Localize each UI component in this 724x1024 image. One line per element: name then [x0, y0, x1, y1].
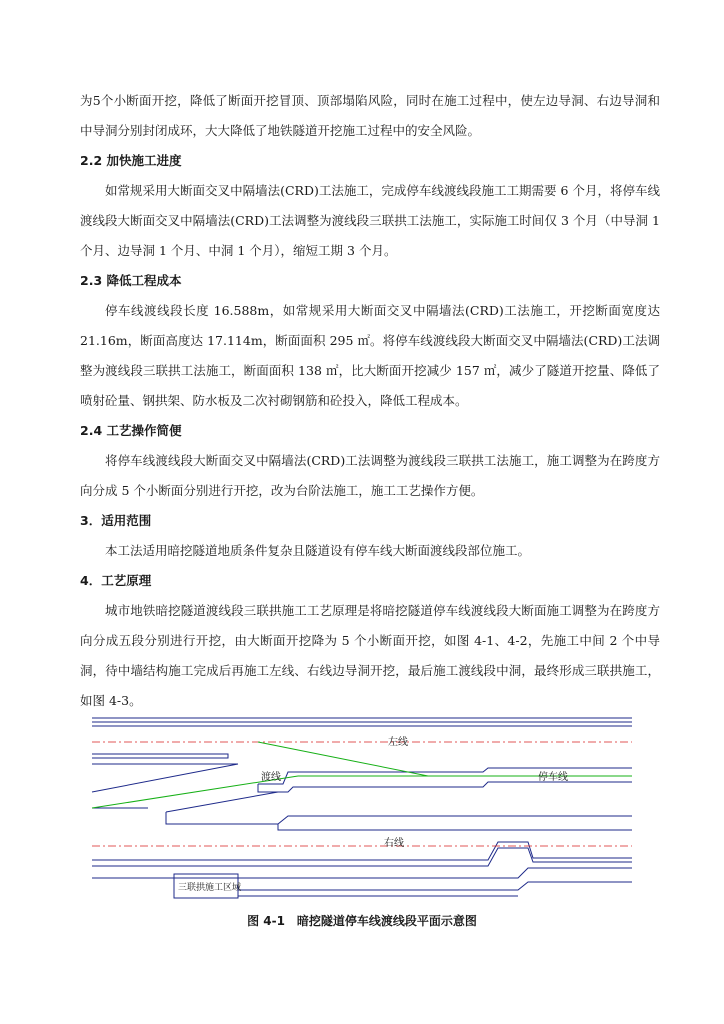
label-three-arch-zone: 三联拱施工区域 [178, 883, 242, 893]
label-left-line: 左线 [388, 737, 408, 748]
paragraph-scope: 本工法适用暗挖隧道地质条件复杂且隧道设有停车线大断面渡线段部位施工。 [105, 543, 531, 558]
label-stopping-line: 停车线 [538, 772, 568, 783]
heading-2-2: 2.2 加快施工进度 [80, 153, 182, 168]
figure-caption [0, 912, 724, 929]
heading-2-3: 2.3 降低工程成本 [80, 273, 182, 288]
heading-3: 3．适用范围 [80, 513, 152, 528]
figure-caption-title: 暗挖隧道停车线渡线段平面示意图 [296, 914, 477, 928]
tunnel-plan-diagram [88, 712, 636, 902]
heading-2-4: 2.4 工艺操作简便 [80, 423, 182, 438]
label-crossover: 渡线 [261, 772, 281, 783]
paragraph-schedule: 如常规采用大断面交叉中隔墙法(CRD)工法施工，完成停车线渡线段施工工期需要 6 个月，将停车线渡线段大断面交叉中隔墙法(CRD)工法调整为渡线段三联拱工法施工，实际施工时间仅 3 个月（中导洞 1 个月、边导洞 1 个月、中洞 1 个月），缩短工期 3 个月。 [80, 183, 660, 258]
paragraph-operation: 将停车线渡线段大断面交叉中隔墙法(CRD)工法调整为渡线段三联拱工法施工，施工调整为在跨度方向分成 5 个小断面分别进行开挖，改为台阶法施工，施工工艺操作方便。 [80, 453, 660, 498]
label-right-line: 右线 [384, 838, 404, 849]
figure-caption-number: 图 4-1 [247, 914, 285, 928]
document-body [80, 86, 660, 716]
tunnel-walls [92, 718, 632, 898]
paragraph-intro-continued: 为5个小断面开挖，降低了断面开挖冒顶、顶部塌陷风险，同时在施工过程中，使左边导洞、右边导洞和中导洞分别封闭成环，大大降低了地铁隧道开挖施工过程中的安全风险。 [80, 93, 660, 138]
paragraph-cost: 停车线渡线段长度 16.588m，如常规采用大断面交叉中隔墙法(CRD)工法施工，开挖断面宽度达 21.16m，断面高度达 17.114m，断面面积 295 ㎡。将停车线渡线段大断面交叉中隔墙法(CRD)工法调整为渡线段三联拱工法施工，断面面积 138 ㎡，比大断面开挖减少 157 ㎡，减少了隧道开挖量、降低了喷射砼量、钢拱架、防水板及二次衬砌钢筋和砼投入，降低工程成本。 [80, 303, 660, 408]
paragraph-principle: 城市地铁暗挖隧道渡线段三联拱施工工艺原理是将暗挖隧道停车线渡线段大断面施工调整为在跨度方向分成五段分别进行开挖，由大断面开挖降为 5 个小断面开挖，如图 4-1、4-2，先施工中间 2 个中导洞，待中墙结构施工完成后再施工左线、右线边导洞开挖，最后施工渡线段中洞，最终形成三联拱施工，如图 4-3。 [80, 603, 660, 708]
heading-4: 4．工艺原理 [80, 573, 152, 588]
